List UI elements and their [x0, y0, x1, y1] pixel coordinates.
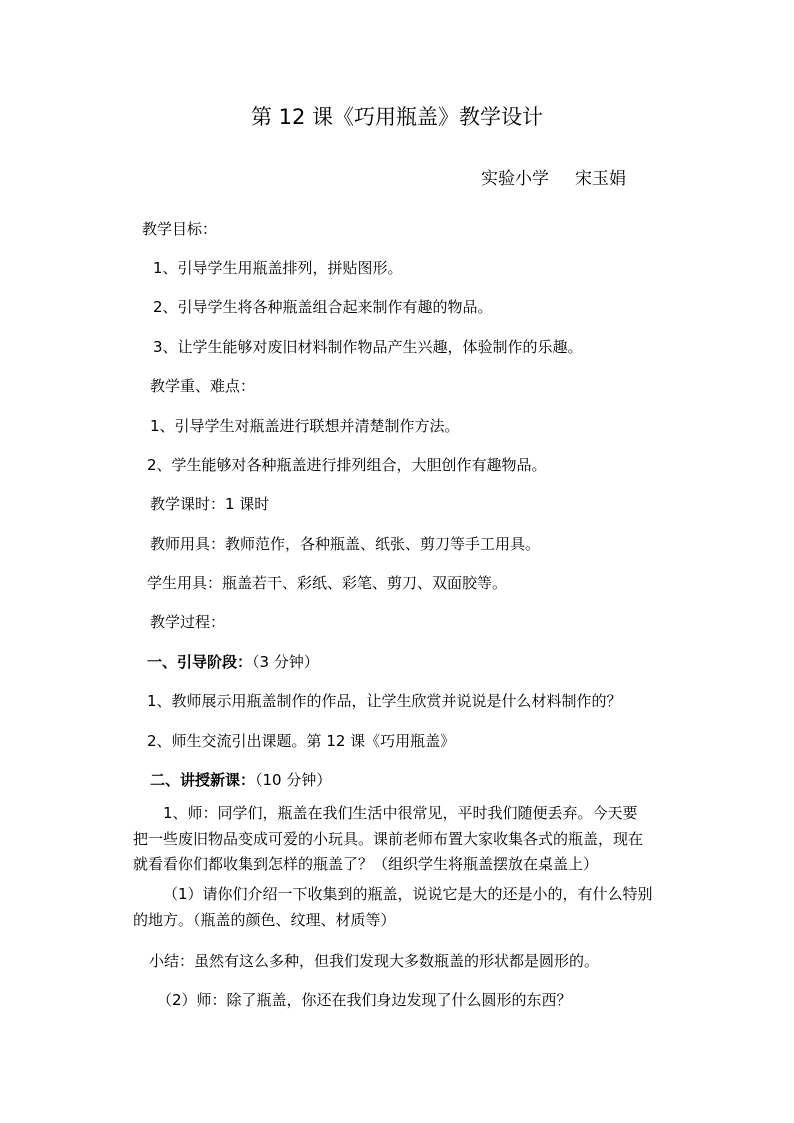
stage1-item: 2、师生交流引出课题。第 12 课《巧用瓶盖》 — [147, 732, 456, 750]
stage1-heading: 一、引导阶段： — [147, 653, 253, 671]
stage2-para1-line1: 1、师：同学们，瓶盖在我们生活中很常见，平时我们随便丢弃。今天要 — [163, 804, 638, 822]
process-heading: 教学过程： — [150, 613, 226, 631]
stage2-para1-line3: 就看看你们都收集到怎样的瓶盖了？（组织学生将瓶盖摆放在桌盖上） — [133, 855, 599, 873]
author-school: 实验小学 — [481, 169, 549, 189]
student-tools: 学生用具：瓶盖若干、彩纸、彩笔、剪刀、双面胶等。 — [147, 574, 508, 592]
author-line — [481, 168, 626, 190]
stage2-heading: 二、讲授新课： — [150, 771, 256, 789]
stage2-line — [150, 770, 331, 790]
keypoint-item: 1、引导学生对瓶盖进行联想并清楚制作方法。 — [150, 417, 460, 435]
keypoint-item: 2、学生能够对各种瓶盖进行排列组合，大胆创作有趣物品。 — [147, 456, 547, 474]
objective-item: 3、让学生能够对废旧材料制作物品产生兴趣，体验制作的乐趣。 — [153, 338, 583, 356]
teacher-tools: 教师用具：教师范作，各种瓶盖、纸张、剪刀等手工用具。 — [150, 535, 541, 553]
stage2-summary: 小结：虽然有这么多种，但我们发现大多数瓶盖的形状都是圆形的。 — [149, 952, 600, 970]
class-hours: 教学课时：1 课时 — [150, 495, 270, 513]
stage2-para2-line2: 的地方。（瓶盖的颜色、纹理、材质等） — [133, 911, 396, 929]
stage2-time: （10 分钟） — [255, 771, 332, 789]
author-name: 宋玉娟 — [575, 169, 626, 189]
document-title: 第 12 课《巧用瓶盖》教学设计 — [250, 105, 544, 129]
objectives-heading: 教学目标： — [142, 220, 218, 238]
stage1-item: 1、教师展示用瓶盖制作的作品，让学生欣赏并说说是什么材料制作的？ — [147, 692, 622, 710]
stage2-question: （2）师：除了瓶盖，你还在我们身边发现了什么圆形的东西？ — [157, 991, 572, 1009]
objective-item: 1、引导学生用瓶盖排列，拼贴图形。 — [153, 259, 403, 277]
stage1-line — [147, 652, 319, 672]
stage2-para1-line2: 把一些废旧物品变成可爱的小玩具。课前老师布置大家收集各式的瓶盖，现在 — [133, 830, 644, 848]
stage2-para2-line1: （1）请你们介绍一下收集到的瓶盖，说说它是大的还是小的，有什么特别 — [163, 885, 653, 903]
keypoints-heading: 教学重、难点： — [150, 377, 256, 395]
stage1-time: （3 分钟） — [252, 653, 319, 671]
objective-item: 2、引导学生将各种瓶盖组合起来制作有趣的物品。 — [153, 298, 493, 316]
